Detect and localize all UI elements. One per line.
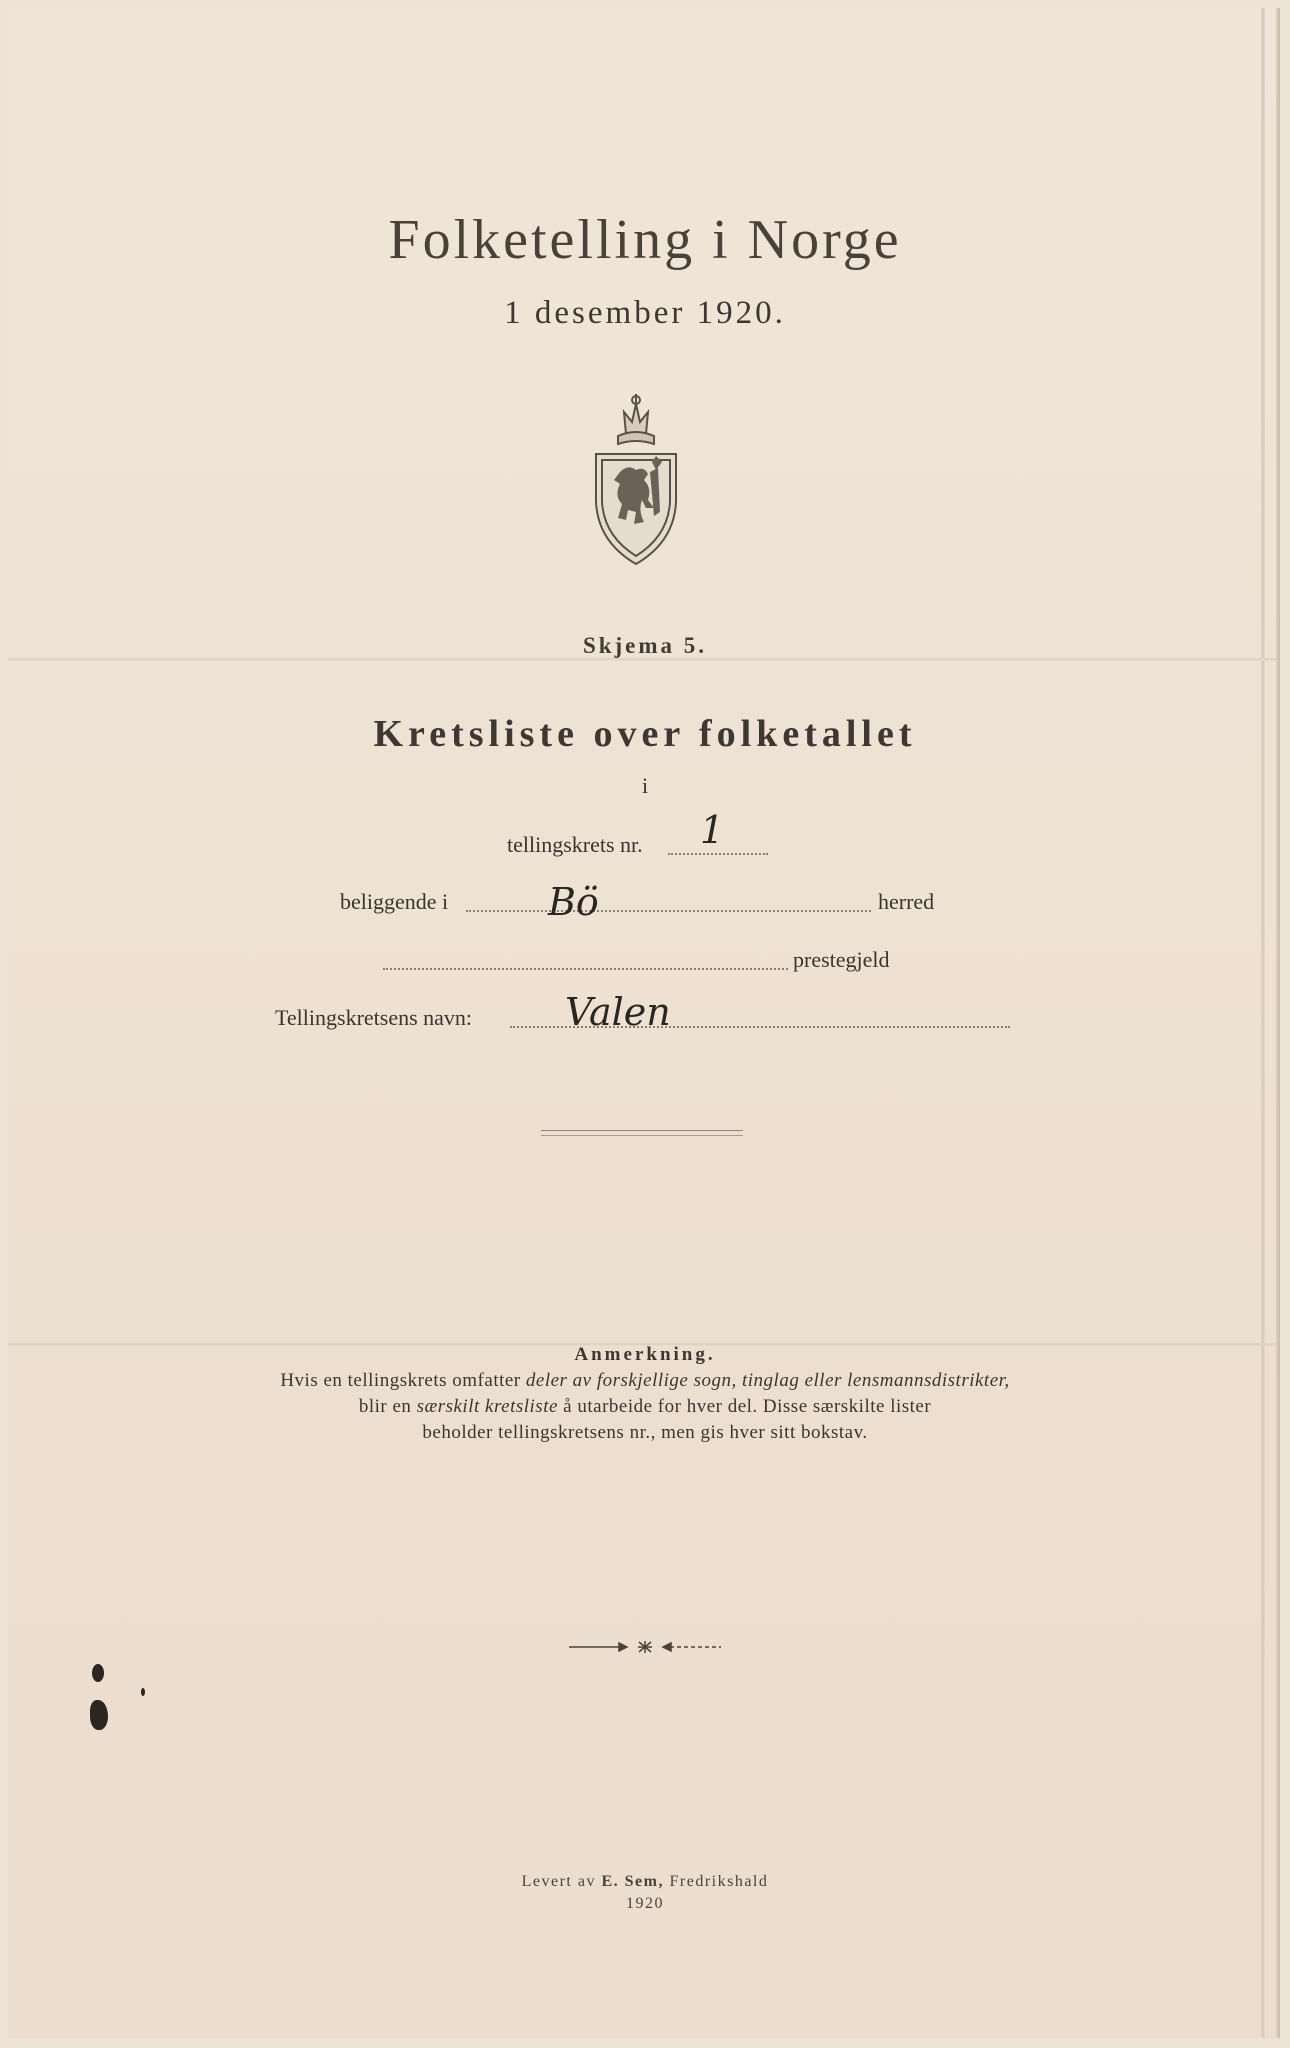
printer-city: Fredrikshald — [663, 1873, 769, 1890]
preposition-i: i — [641, 773, 649, 798]
ink-stain — [90, 1700, 108, 1730]
ornament-divider-icon — [567, 1640, 723, 1654]
navn-label: Tellingskretsens navn: — [275, 1005, 473, 1030]
prestegjeld-label: prestegjeld — [793, 947, 890, 972]
note-heading: Anmerkning. — [574, 1344, 716, 1365]
beliggende-value: Bö — [548, 880, 599, 924]
form-heading: Kretsliste over folketallet — [373, 713, 917, 755]
norwegian-coat-of-arms-icon — [590, 392, 682, 567]
beliggende-label: beliggende i — [340, 889, 449, 914]
note-text: å utarbeide for hver del. Disse særskilte lister — [557, 1396, 932, 1417]
printer-name: E. Sem, — [601, 1873, 664, 1890]
note-line-3: beholder tellingskretsens nr., men gis hver sitt bokstav. — [422, 1422, 868, 1443]
ink-stain — [141, 1688, 145, 1696]
document-title: Folketelling i Norge — [388, 209, 902, 271]
herred-label: herred — [878, 889, 935, 914]
tellingskrets-value: 1 — [700, 808, 725, 852]
printer-prefix: Levert av — [521, 1873, 602, 1890]
divider-rule — [541, 1130, 743, 1131]
note-text: Hvis en tellingskrets omfatter — [280, 1370, 526, 1391]
tellingskrets-label: tellingskrets nr. — [507, 832, 643, 857]
note-text-italic: særskilt kretsliste — [416, 1396, 558, 1417]
note-text-italic: deler av forskjellige sogn, tinglag eller lensmannsdistrikter, — [525, 1370, 1010, 1391]
printer-credit — [0, 1873, 1290, 1891]
document-date: 1 desember 1920. — [504, 295, 786, 331]
note-text: blir en — [358, 1396, 417, 1417]
divider-rule — [541, 1135, 743, 1136]
prestegjeld-line — [383, 968, 788, 970]
printer-year: 1920 — [626, 1895, 664, 1912]
navn-value: Valen — [565, 990, 671, 1034]
beliggende-line — [466, 910, 871, 912]
tellingskrets-line — [668, 853, 768, 855]
ink-stain — [92, 1664, 104, 1682]
schema-number: Skjema 5. — [582, 633, 708, 658]
note-line-2 — [0, 1396, 1290, 1418]
note-line-1 — [0, 1370, 1290, 1392]
